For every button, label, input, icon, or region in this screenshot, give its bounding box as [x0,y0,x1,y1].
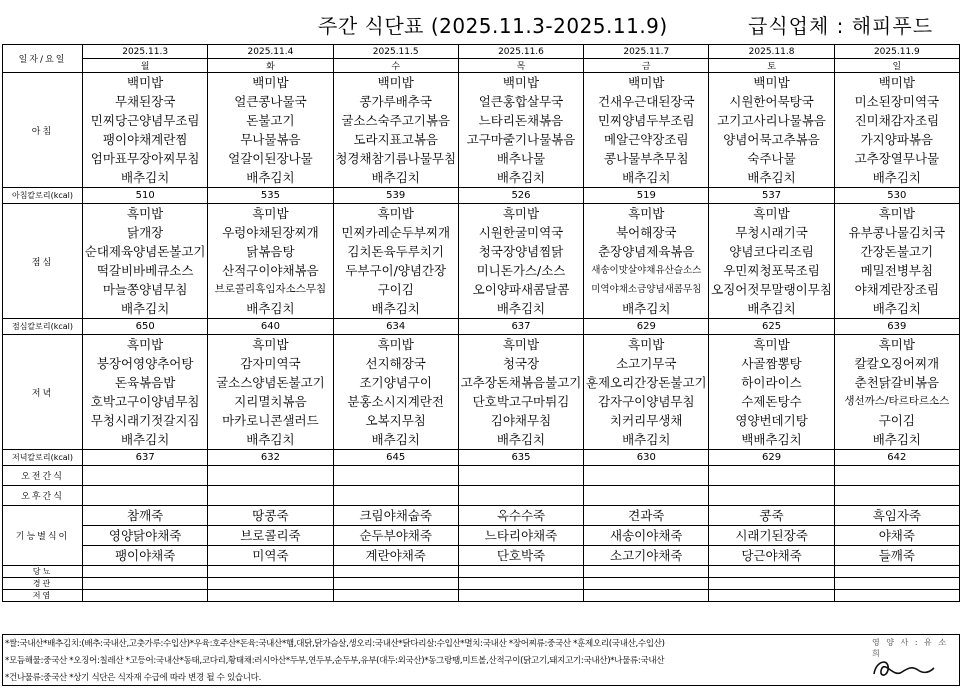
menu-item: 미역야채소금양념새콤무침 [591,284,702,295]
menu-item: 브로콜리죽 [208,526,332,546]
functional-menu-cell [834,506,959,566]
menu-item: 배추김치 [872,432,921,447]
menu-item: 훈제오리간장돈불고기 [585,375,707,390]
lunch-menu-cell [208,204,333,319]
dinner-row [3,335,960,450]
title-row [0,0,962,44]
menu-item: 오복지무침 [365,413,426,428]
functional-menu-cell [83,506,208,566]
weekday-cell: 토 [709,59,834,73]
menu-item: 붕장어영양추어탕 [96,356,194,371]
row-label-lunch: 점심 [3,204,83,319]
menu-item: 민찌양념두부조림 [597,113,695,128]
lunch-menu-cell [584,204,709,319]
diet-cell [709,590,834,602]
functional-menu-cell [584,506,709,566]
diet-cell [458,566,583,578]
diet-cell [83,566,208,578]
menu-item: 흑미밥 [252,337,289,352]
date-cell: 2025.11.8 [709,45,834,59]
menu-item: 엄마표무장아찌무침 [90,151,200,166]
menu-item: 새송이맛살야채유산슬소스 [591,265,702,276]
menu-item: 콩죽 [709,506,833,526]
calorie-cell: 637 [458,319,583,335]
diet-cell [709,578,834,590]
menu-item: 떡갈비바베큐소스 [96,263,194,278]
menu-item: 팽이야채계란찜 [102,132,188,147]
menu-item: 오이양파새콤달콤 [472,282,570,297]
menu-item: 배추김치 [496,170,546,185]
menu-item: 굴소스숙주고기볶음 [341,113,451,128]
menu-item: 흑미밥 [753,337,790,352]
weekday-cell: 금 [584,59,709,73]
menu-item: 고추장돈채볶음불고기 [460,375,582,390]
pm_snack-row [3,486,960,506]
menu-item: 백미밥 [377,75,414,90]
menu-item: 감자미역국 [240,356,301,371]
menu-item: 단호박고구마튀김 [472,394,570,409]
menu-item: 배추김치 [246,432,295,447]
calorie-cell: 639 [834,319,959,335]
date-row [3,45,960,59]
menu-item: 청국장 [502,356,540,371]
row-label-b: 경관 [3,578,83,590]
menu-item: 배추김치 [622,432,671,447]
menu-item: 우민찌청포묵조림 [723,263,820,278]
menu-item: 당근야채죽 [741,548,802,563]
menu-item: 굴소스양념돈불고기 [216,375,325,390]
diet-cell [333,590,458,602]
menu-item: 야채죽 [835,526,959,546]
menu-item: 소고기무국 [616,356,677,371]
weekday-cell: 월 [83,59,208,73]
page-title: 주간 식단표 (2025.11.3-2025.11.9) [318,14,668,38]
calorie-cell: 650 [83,319,208,335]
dinner-menu-cell [458,335,583,450]
functional-menu-cell [333,506,458,566]
menu-item: 얼갈이된장나물 [228,151,313,166]
menu-item: 흑미밥 [502,337,540,352]
menu-item: 양념어묵고추볶음 [723,132,820,147]
menu-item: 흑미밥 [878,206,915,221]
weekday-cell: 일 [834,59,959,73]
date-cell: 2025.11.6 [458,45,583,59]
menu-item: 백미밥 [753,75,790,90]
menu-item: 가지양파볶음 [860,132,934,147]
functional-menu-cell [458,506,583,566]
breakfast-menu-cell [208,73,333,188]
menu-item: 크림야채숩죽 [334,506,458,526]
vendor-label: 급식업체 : 해피푸드 [748,14,934,38]
menu-item: 배추김치 [747,301,796,316]
row-label-functional: 기능별식이 [3,506,83,566]
menu-item: 백미밥 [127,75,164,90]
menu-item: 민찌카레순두부찌개 [341,225,451,240]
menu-item: 흑미밥 [878,337,915,352]
menu-item: 배추김치 [872,301,921,316]
menu-item: 땅콩죽 [208,506,332,526]
menu-item: 영양닭야채죽 [83,526,207,546]
menu-item: 배추김치 [246,170,295,185]
snack-cell [458,486,583,506]
menu-item: 간장돈불고기 [860,244,934,259]
calorie-cell: 510 [83,188,208,204]
diet-cell [333,578,458,590]
lunch-row [3,204,960,319]
menu-item: 순대제육양념돈볼고기 [84,244,206,259]
dinner-menu-cell [709,335,834,450]
menu-item: 콩나물부추무침 [604,151,689,166]
row-label-c: 저염 [3,590,83,602]
menu-item: 북어해장국 [616,225,677,240]
menu-item: 야채계란장조림 [854,282,940,297]
menu-item: 배추김치 [622,301,671,316]
menu-item: 청경채참기름나물무침 [335,151,457,166]
menu-item: 사골짬뽕탕 [741,356,802,371]
menu-item: 배추김치 [622,170,671,185]
menu-item: 마카로니콘샐러드 [222,413,319,428]
menu-item: 마늘쫑양념무침 [102,282,188,297]
menu-item: 단호박죽 [496,548,546,563]
row-label-breakfast: 아침 [3,73,83,188]
date-cell: 2025.11.5 [333,45,458,59]
row-label-am_snack: 오전간식 [3,466,83,486]
menu-item: 분홍소시지계란전 [347,394,444,409]
menu-item: 감자구이양념무침 [597,394,695,409]
menu-item: 민찌당근양념무조림 [90,113,200,128]
snack-cell [834,466,959,486]
am_snack-row [3,466,960,486]
row-label-lunch_cal: 점심칼로리(kcal) [3,319,83,335]
diet-cell [458,578,583,590]
menu-item: 배추김치 [371,170,420,185]
calorie-cell: 640 [208,319,333,335]
snack-cell [834,486,959,506]
diet-cell [83,590,208,602]
menu-item: 느타리야채죽 [459,526,583,546]
menu-item: 배추김치 [496,432,546,447]
row-label-pm_snack: 오후간식 [3,486,83,506]
diet-cell [208,590,333,602]
calorie-cell: 535 [208,188,333,204]
functional-menu-cell [208,506,333,566]
snack-cell [584,486,709,506]
weekday-cell: 수 [333,59,458,73]
menu-item: 칼칼오징어찌개 [854,356,940,371]
breakfast-menu-cell [458,73,583,188]
calorie-cell: 629 [709,450,834,466]
menu-item: 치커리무생채 [610,413,683,428]
diet-cell [208,566,333,578]
menu-item: 양념코다리조림 [729,244,814,259]
breakfast-menu-cell [83,73,208,188]
diet-cell [584,578,709,590]
menu-item: 흑임자죽 [835,506,959,526]
menu-item: 미소된장미역국 [854,94,940,109]
calorie-cell: 526 [458,188,583,204]
diet-row-c [3,590,960,602]
menu-item: 산적구이야채볶음 [222,263,319,278]
diet-row-b [3,578,960,590]
menu-item: 무채된장국 [114,94,176,109]
calorie-cell: 519 [584,188,709,204]
menu-item: 팽이야채죽 [114,548,176,563]
menu-item: 숙주나물 [747,151,796,166]
breakfast-row [3,73,960,188]
menu-item: 돈불고기 [246,113,295,128]
lunch-menu-cell [83,204,208,319]
menu-item: 백미밥 [502,75,540,90]
menu-item: 배추김치 [120,432,170,447]
lunch-menu-cell [709,204,834,319]
menu-item: 흑미밥 [377,206,414,221]
menu-item: 무청시래기젓갈지짐 [90,413,200,428]
dinner-menu-cell [333,335,458,450]
lunch_cal-row [3,319,960,335]
menu-item: 고기고사리나물볶음 [717,113,826,128]
menu-item: 백미밥 [878,75,915,90]
dinner-menu-cell [208,335,333,450]
row-label-breakfast_cal: 아침칼로리(kcal) [3,188,83,204]
diet-cell [458,590,583,602]
day-row [3,59,960,73]
calorie-cell: 632 [208,450,333,466]
menu-item: 배추김치 [246,301,295,316]
date-cell: 2025.11.7 [584,45,709,59]
menu-item: 배추나물 [496,151,546,166]
menu-item: 구이김 [377,282,414,297]
menu-item: 미니돈가스/소스 [476,263,566,278]
diet-cell [834,590,959,602]
menu-item: 조기양념구이 [359,375,432,390]
menu-item: 영양번데기탕 [735,413,808,428]
date-cell: 2025.11.9 [834,45,959,59]
menu-item: 참깨죽 [83,506,207,526]
row-label-a: 당뇨 [3,566,83,578]
menu-item: 메밀전병부침 [860,263,934,278]
menu-item: 돈육볶음밥 [114,375,176,390]
diet-cell [208,578,333,590]
menu-item: 시원한어묵탕국 [729,94,814,109]
menu-item: 진미채감자조림 [854,113,940,128]
diet-cell [834,566,959,578]
menu-item: 시래기된장죽 [709,526,833,546]
snack-cell [83,466,208,486]
calorie-cell: 642 [834,450,959,466]
footer-line-3: *건나물류:중국산 *상기 식단은 식자재 수급에 따라 변경 될 수 있습니다. [5,673,261,683]
menu-item: 흑미밥 [127,206,164,221]
calorie-cell: 635 [458,450,583,466]
dinner-menu-cell [584,335,709,450]
calorie-cell: 625 [709,319,834,335]
footer-notes [2,634,960,686]
menu-item: 계란야채죽 [365,548,426,563]
menu-item: 백배추김치 [741,432,802,447]
menu-item: 건새우근대된장국 [597,94,695,109]
menu-item: 수제돈탕수 [741,394,802,409]
menu-item: 배추김치 [872,170,921,185]
snack-cell [458,466,583,486]
dinner-menu-cell [834,335,959,450]
menu-item: 들깨죽 [878,548,915,563]
menu-item: 견과죽 [584,506,708,526]
lunch-menu-cell [333,204,458,319]
menu-item: 새송이야채죽 [584,526,708,546]
calorie-cell: 629 [584,319,709,335]
menu-item: 흑미밥 [377,337,414,352]
dinner-menu-cell [83,335,208,450]
menu-item: 두부구이/양념간장 [345,263,447,278]
menu-item: 배추김치 [120,301,170,316]
breakfast-menu-cell [584,73,709,188]
row-label-date_day: 일자/요일 [3,45,83,73]
menu-item: 생선까스/타르타르소스 [844,395,950,407]
menu-item: 하이라이스 [741,375,802,390]
menu-item: 순두부야채죽 [334,526,458,546]
menu-item: 닭개장 [127,225,164,240]
menu-item: 옥수수죽 [459,506,583,526]
menu-item: 얼큰홍합살무국 [478,94,564,109]
menu-item: 고구마줄기나물볶음 [466,132,576,147]
menu-item: 미역죽 [252,548,289,563]
menu-item: 흑미밥 [753,206,790,221]
calorie-cell: 634 [333,319,458,335]
menu-item: 호박고구이양념무침 [90,394,200,409]
breakfast-menu-cell [709,73,834,188]
menu-item: 얼큰콩나물국 [234,94,307,109]
calorie-cell: 637 [83,450,208,466]
date-cell: 2025.11.4 [208,45,333,59]
calorie-cell: 645 [333,450,458,466]
breakfast-menu-cell [834,73,959,188]
menu-item: 구이김 [878,413,915,428]
diet-cell [333,566,458,578]
diet-row-a [3,566,960,578]
diet-cell [584,590,709,602]
menu-item: 춘장양념제육볶음 [597,244,695,259]
functional-menu-cell [709,506,834,566]
snack-cell [208,486,333,506]
menu-item: 흑미밥 [127,337,164,352]
functional-row [3,506,960,566]
menu-item: 배추김치 [371,432,420,447]
menu-item: 오징어젓무말랭이무침 [711,282,832,297]
footer-line-2: *모듬해물:중국산 *오징어:칠레산 *고등어:국내산*동태,코다리,황태채:러시아산*두부,연두부,순두부,유부(대두:외국산)*동그랑땡,미트볼,산적구이(닭고기,돼지고기:국내산)*나물류:국내산 [5,656,665,666]
menu-item: 고추장열무나물 [854,151,940,166]
weekday-cell: 목 [458,59,583,73]
menu-item: 선지해장국 [365,356,426,371]
diet-cell [83,578,208,590]
calorie-cell: 539 [333,188,458,204]
lunch-menu-cell [834,204,959,319]
menu-item: 닭볶음탕 [246,244,295,259]
menu-item: 시원한굴미역국 [478,225,564,240]
snack-cell [333,466,458,486]
menu-item: 춘천닭갈비볶음 [854,375,940,390]
menu-item: 우렁야채된장찌개 [222,225,319,240]
calorie-cell: 537 [709,188,834,204]
snack-cell [584,466,709,486]
snack-cell [333,486,458,506]
menu-item: 김치돈육두루치기 [347,244,444,259]
date-cell: 2025.11.3 [83,45,208,59]
menu-item: 흑미밥 [502,206,540,221]
menu-item: 백미밥 [252,75,289,90]
diet-cell [834,578,959,590]
breakfast_cal-row [3,188,960,204]
menu-item: 배추김치 [496,301,546,316]
snack-cell [709,466,834,486]
menu-item: 백미밥 [628,75,665,90]
menu-table [2,44,960,602]
row-label-dinner: 저녁 [3,335,83,450]
snack-cell [709,486,834,506]
nutritionist-label: 영 양 사 : 유 소 희 [872,638,949,658]
row-label-dinner_cal: 저녁칼로리(kcal) [3,450,83,466]
menu-item: 흑미밥 [252,206,289,221]
menu-item: 청국장양념찜닭 [478,244,564,259]
menu-item: 지리멸치볶음 [234,394,307,409]
menu-item: 유부콩나물김치국 [848,225,946,240]
breakfast-menu-cell [333,73,458,188]
calorie-cell: 630 [584,450,709,466]
menu-item: 도라지표고볶음 [353,132,438,147]
menu-item: 브로콜리흑임자소스무침 [214,283,327,295]
calorie-cell: 530 [834,188,959,204]
dinner_cal-row [3,450,960,466]
menu-item: 무나물볶음 [240,132,301,147]
menu-item: 김야채무침 [490,413,552,428]
nutritionist-signature [868,652,938,684]
menu-item: 메알근약장조림 [604,132,689,147]
diet-cell [584,566,709,578]
weekday-cell: 화 [208,59,333,73]
snack-cell [83,486,208,506]
menu-item: 소고기야채죽 [610,548,683,563]
menu-item: 흑미밥 [628,337,665,352]
snack-cell [208,466,333,486]
menu-item: 무청시래기국 [735,225,808,240]
diet-cell [709,566,834,578]
menu-item: 배추김치 [747,170,796,185]
menu-item: 배추김치 [371,301,420,316]
menu-item: 느타리돈채볶음 [478,113,564,128]
lunch-menu-cell [458,204,583,319]
menu-item: 흑미밥 [628,206,665,221]
menu-item: 배추김치 [120,170,170,185]
footer-line-1: *쌀:국내산*배추김치:(배추:국내산,고춧가루:수입산)*우육:호주산*돈육:국내산*햄,대닭,닭가슴살,생오리:국내산*닭다리살:수입산*멸치:국내산 *장어찌류:중국산 *훈제오리(국내산,수입산) [5,639,665,649]
menu-item: 콩가루배추국 [359,94,432,109]
